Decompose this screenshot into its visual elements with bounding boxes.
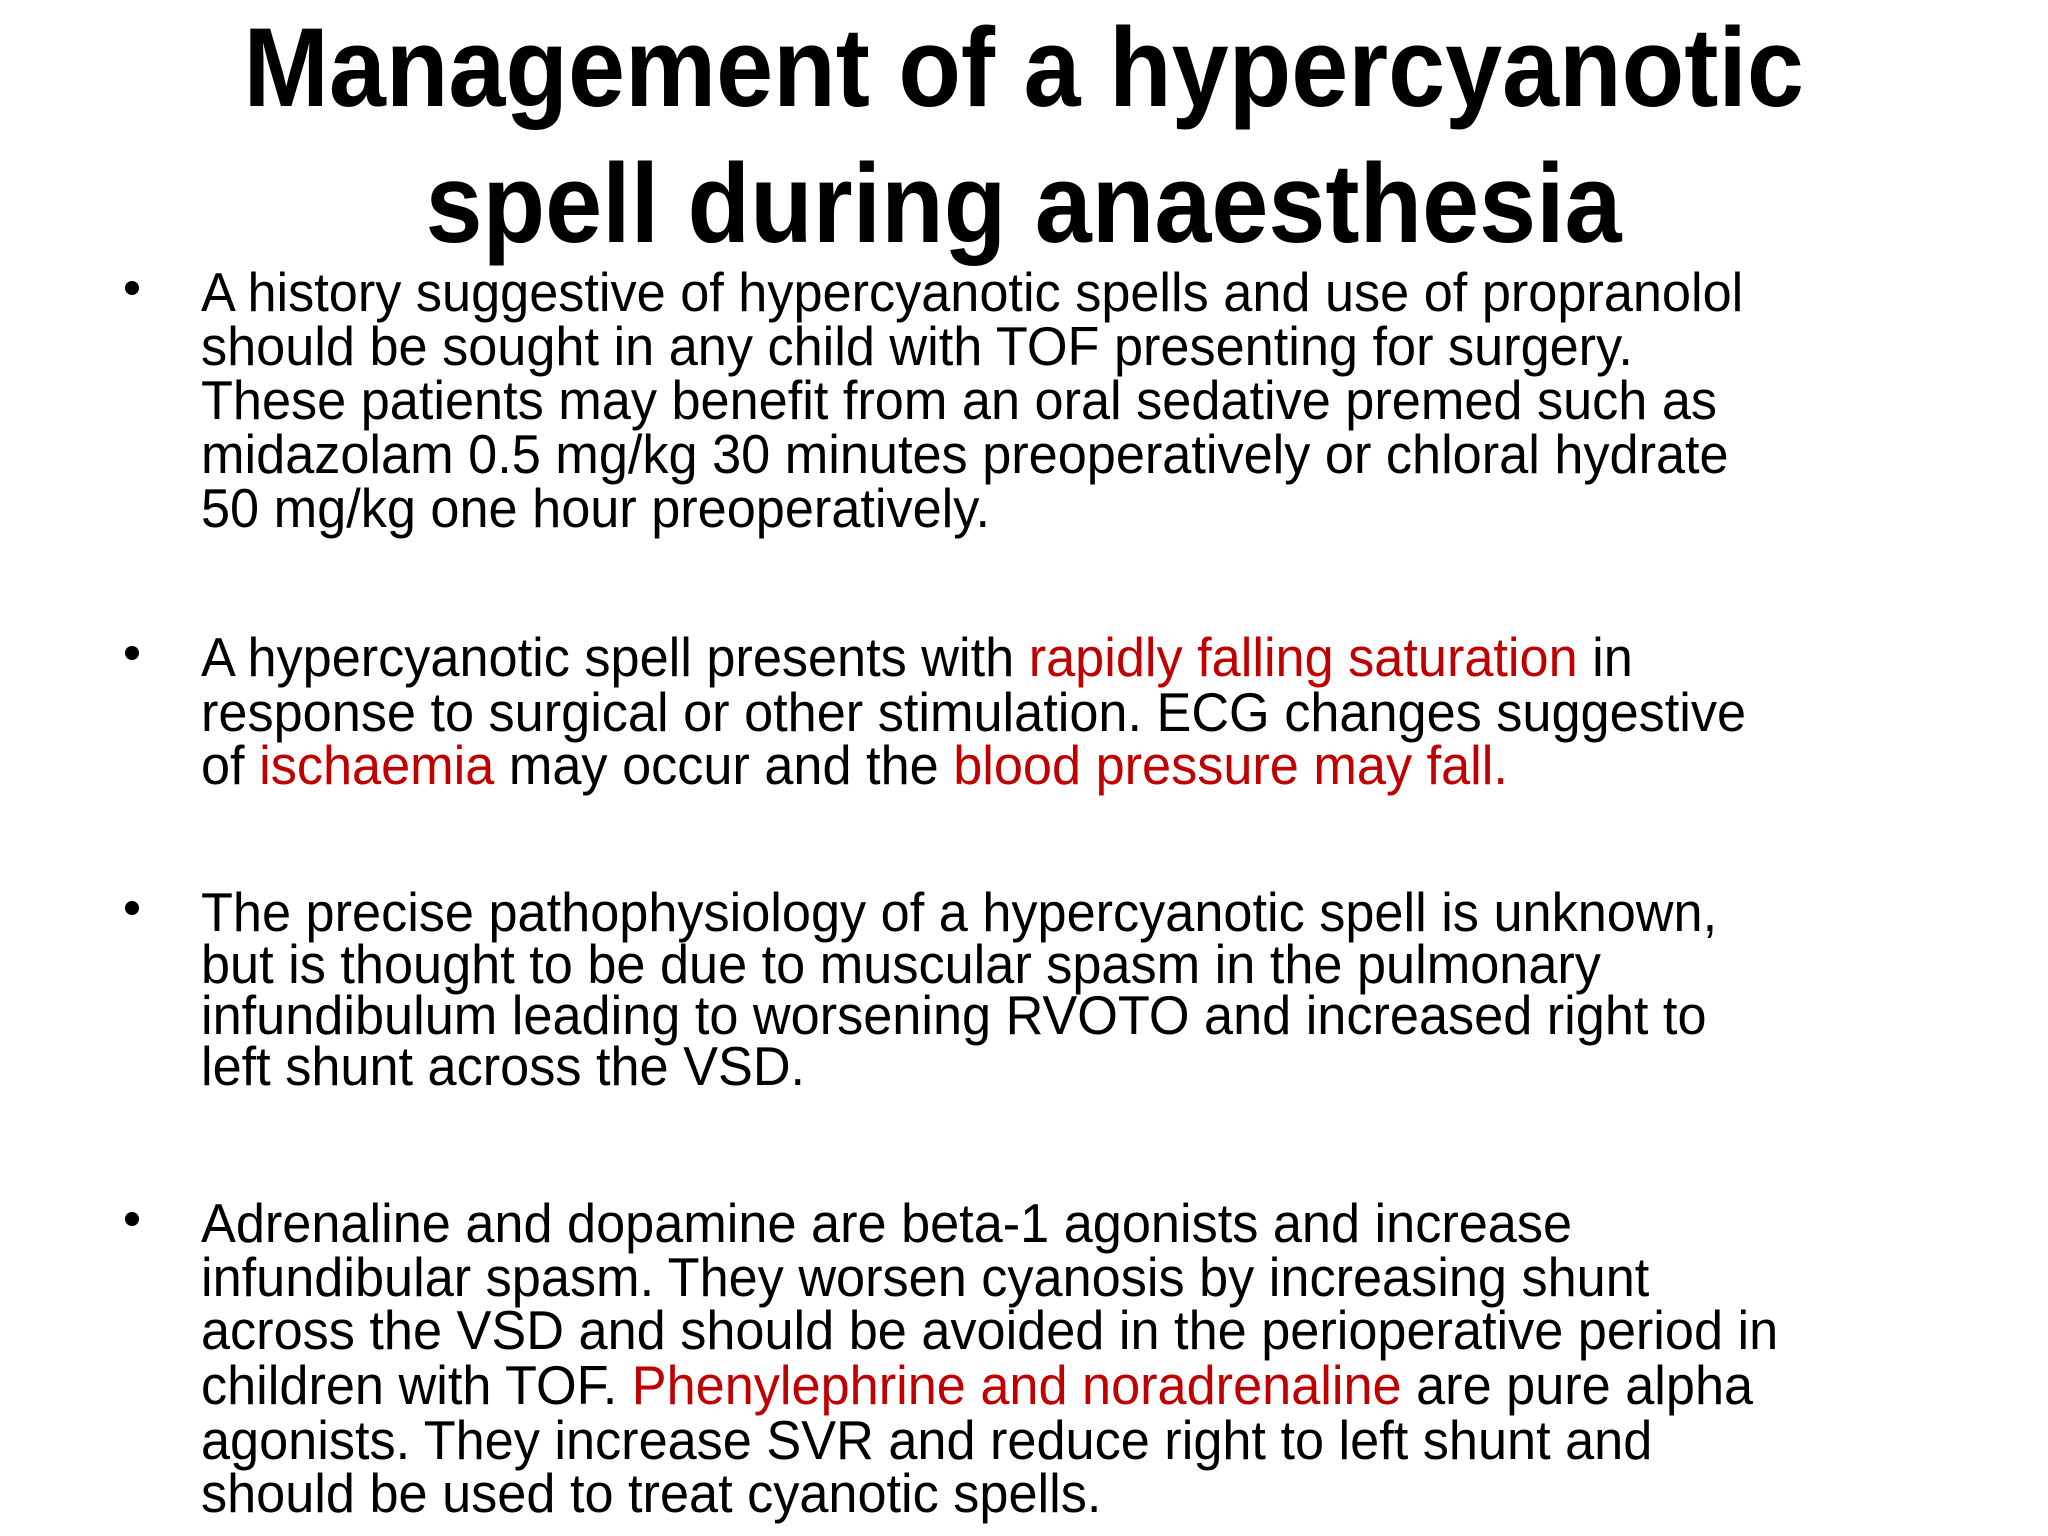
body-text: Adrenaline and dopamine are beta-1 agonists and increase — [201, 1192, 1573, 1254]
bullet-1-line — [201, 423, 1729, 485]
body-text: should be sought in any child with TOF presenting for surgery. — [201, 315, 1633, 377]
slide-title-line-1 — [0, 5, 2048, 130]
bullet-icon — [125, 1212, 139, 1226]
bullet-1-line — [201, 261, 1744, 323]
bullet-4-line — [201, 1409, 1653, 1471]
body-text: The precise pathophysiology of a hypercyanotic spell is unknown, — [201, 881, 1718, 943]
body-text: response to surgical or other stimulation. ECG changes suggestive — [201, 681, 1747, 743]
body-text: may occur and the — [494, 734, 954, 796]
body-text: left shunt across the VSD. — [201, 1035, 806, 1097]
body-text: in — [1577, 626, 1633, 688]
body-text: These patients may benefit from an oral sedative premed such as — [201, 369, 1718, 431]
body-text: but is thought to be due to muscular spasm in the pulmonary — [201, 933, 1601, 995]
bullet-4-line — [201, 1299, 1779, 1361]
highlighted-text: ischaemia — [259, 734, 495, 796]
body-text: 50 mg/kg one hour preoperatively. — [201, 477, 991, 539]
bullet-3-line — [201, 1035, 806, 1097]
bullet-4-line — [201, 1462, 1102, 1524]
bullet-icon — [125, 901, 139, 915]
bullet-1-line — [201, 477, 991, 539]
body-text: agonists. They increase SVR and reduce right to left shunt and — [201, 1409, 1653, 1471]
body-text: infundibular spasm. They worsen cyanosis by increasing shunt — [201, 1246, 1650, 1308]
bullet-icon — [125, 646, 139, 660]
body-text: across the VSD and should be avoided in the perioperative period in — [201, 1299, 1779, 1361]
slide-title-text-2: spell during anaesthesia — [426, 141, 1622, 266]
body-text: infundibulum leading to worsening RVOTO and increased right to — [201, 984, 1707, 1046]
bullet-4-line — [201, 1192, 1573, 1254]
slide-title-text-1: Management of a hypercyanotic — [243, 5, 1805, 130]
body-text: A history suggestive of hypercyanotic spells and use of propranolol — [201, 261, 1744, 323]
bullet-4-line — [201, 1246, 1650, 1308]
bullet-1-line — [201, 315, 1633, 377]
body-text: A hypercyanotic spell presents with — [201, 626, 1029, 688]
bullet-2-line — [201, 681, 1747, 743]
body-text: of — [201, 734, 260, 796]
bullet-2-line — [201, 734, 1508, 796]
highlighted-text: blood pressure may fall. — [953, 734, 1508, 796]
body-text: are pure alpha — [1401, 1354, 1754, 1416]
body-text: midazolam 0.5 mg/kg 30 minutes preoperatively or chloral hydrate — [201, 423, 1729, 485]
highlighted-text: rapidly falling saturation — [1028, 626, 1578, 688]
highlighted-text: Phenylephrine and noradrenaline — [631, 1354, 1402, 1416]
bullet-icon — [125, 281, 139, 295]
bullet-2-line — [201, 626, 1633, 688]
bullet-4-line — [201, 1354, 1754, 1416]
bullet-3-line — [201, 881, 1718, 943]
body-text: children with TOF. — [201, 1354, 632, 1416]
bullet-1-line — [201, 369, 1718, 431]
slide-title-line-2 — [0, 141, 2048, 266]
body-text: should be used to treat cyanotic spells. — [201, 1462, 1102, 1524]
